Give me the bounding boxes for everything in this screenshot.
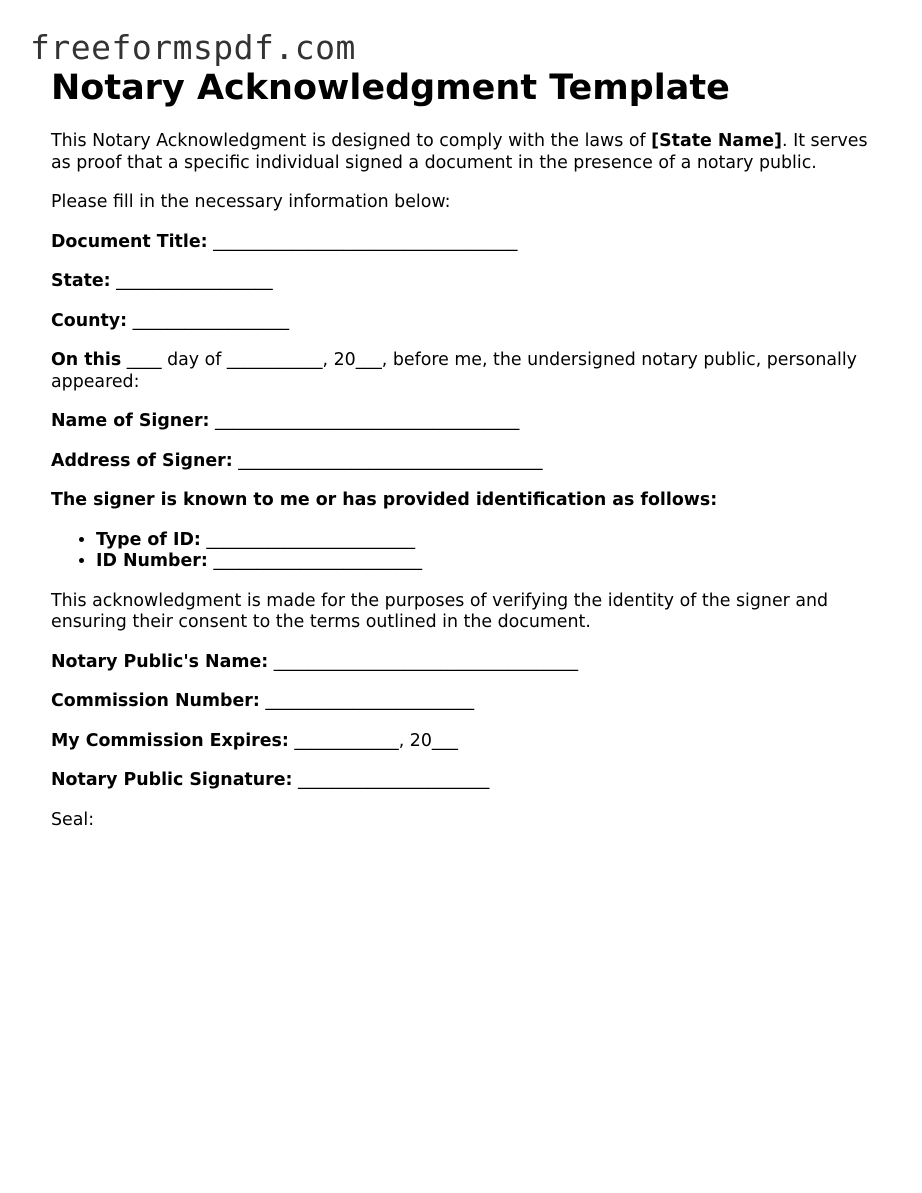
document-title-heading: Notary Acknowledgment Template	[51, 68, 730, 108]
purpose-paragraph: This acknowledgment is made for the purposes of verifying the identity of the signer and ensuring their consent to the terms outlined in the document.	[51, 590, 829, 632]
intro-paragraph	[51, 131, 871, 174]
commission-number-blank[interactable]: ________________________	[265, 691, 475, 711]
watermark: freeformspdf.com	[30, 28, 356, 67]
notary-signature-label: Notary Public Signature:	[51, 770, 293, 790]
list-item	[96, 530, 871, 552]
county-field	[51, 311, 871, 333]
commission-expires-label: My Commission Expires:	[51, 730, 289, 751]
on-this-clause	[51, 350, 871, 393]
identification-heading	[51, 490, 871, 512]
signer-name-field	[51, 411, 871, 433]
document-title-label: Document Title:	[51, 231, 208, 252]
notary-signature-blank[interactable]: ______________________	[297, 770, 490, 790]
id-number-label: ID Number:	[96, 551, 208, 571]
notary-name-blank[interactable]: ___________________________________	[273, 651, 579, 672]
signer-name-blank[interactable]: ___________________________________	[215, 411, 520, 431]
state-name-placeholder: [State Name]	[651, 131, 783, 151]
notary-name-field	[51, 652, 871, 674]
signer-address-label: Address of Signer:	[51, 450, 233, 471]
intro-text-before: This Notary Acknowledgment is designed to comply with the laws of	[51, 131, 652, 151]
notary-name-label: Notary Public's Name:	[51, 651, 269, 672]
document-title-blank[interactable]: ___________________________________	[213, 231, 518, 252]
intro-text-after: . It serves as proof that a specific individual signed a document in the presence of a notary public.	[51, 131, 868, 173]
county-label: County:	[51, 310, 128, 331]
list-item	[96, 551, 871, 573]
instruction-text: Please fill in the necessary information below:	[51, 192, 451, 212]
state-field	[51, 271, 871, 293]
state-blank[interactable]: __________________	[116, 271, 273, 291]
signer-address-field	[51, 451, 871, 473]
signer-address-blank[interactable]: ___________________________________	[238, 450, 543, 471]
id-number-blank[interactable]: ________________________	[213, 551, 423, 571]
id-type-blank[interactable]: ________________________	[206, 529, 416, 550]
county-blank[interactable]: __________________	[132, 310, 290, 331]
notary-signature-field	[51, 770, 871, 792]
state-label: State:	[51, 271, 111, 291]
commission-number-label: Commission Number:	[51, 691, 260, 711]
commission-expires-field	[51, 731, 871, 753]
seal-label: Seal:	[51, 809, 95, 830]
signer-name-label: Name of Signer:	[51, 411, 210, 431]
on-this-text[interactable]: ____ day of ___________, 20___, before me, the undersigned notary public, personally appeared:	[51, 350, 857, 392]
identification-list	[51, 530, 871, 573]
identification-heading-text: The signer is known to me or has provided identification as follows:	[51, 490, 718, 510]
id-type-label: Type of ID:	[96, 529, 201, 550]
commission-expires-blank[interactable]: ____________, 20___	[294, 730, 458, 751]
document-title-field	[51, 232, 871, 254]
on-this-label: On this	[51, 350, 122, 370]
document-body	[51, 66, 871, 849]
commission-number-field	[51, 691, 871, 713]
